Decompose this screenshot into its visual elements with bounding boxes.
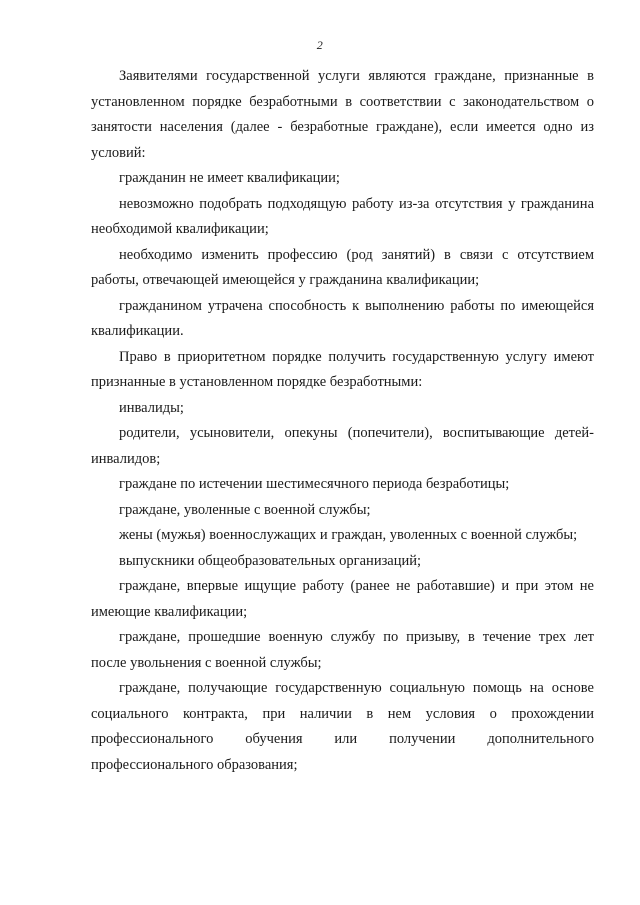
- list-item-parents: родители, усыновители, опекуны (попечители), воспитывающие детей-инвалидов;: [91, 425, 594, 467]
- page-number: 2: [316, 38, 324, 52]
- list-item-first-time-seekers: граждане, впервые ищущие работу (ранее не работавшие) и при этом не имеющие квалификации;: [91, 578, 594, 620]
- paragraph-applicants: Заявителями государственной услуги являются граждане, признанные в установленном порядке безработными в соответствии с законодательством о занятости населения (далее - безработные граждане), если имеется одно из условий:: [91, 68, 594, 161]
- paragraph-lost-ability: гражданином утрачена способность к выполнению работы по имеющейся квалификации.: [91, 297, 594, 339]
- paragraph-no-qualification: гражданин не имеет квалификации;: [119, 170, 340, 186]
- list-item-disabled: инвалиды;: [119, 399, 184, 416]
- paragraph-priority-right: Право в приоритетном порядке получить государственную услугу имеют признанные в установленном порядке безработными:: [91, 348, 594, 390]
- list-item-spouses: жены (мужья) военнослужащих и граждан, уволенных с военной службы;: [119, 527, 578, 543]
- paragraph-no-suitable-work: невозможно подобрать подходящую работу из-за отсутствия у гражданина необходимой квалификации;: [91, 195, 594, 237]
- list-item-six-months: граждане по истечении шестимесячного периода безработицы;: [119, 476, 510, 492]
- list-item-military-discharged: граждане, уволенные с военной службы;: [119, 501, 371, 518]
- list-item-conscripts: граждане, прошедшие военную службу по призыву, в течение трех лет после увольнения с военной службы;: [91, 629, 594, 671]
- list-item-graduates: выпускники общеобразовательных организаций;: [119, 552, 422, 569]
- list-item-social-contract: граждане, получающие государственную социальную помощь на основе социального контракта, при наличии в нем условия о прохождении профессионального обучения или получении дополнительного профессионального образования;: [91, 680, 594, 773]
- document-body: [91, 64, 594, 778]
- paragraph-change-profession: необходимо изменить профессию (род занятий) в связи с отсутствием работы, отвечающей имеющейся у гражданина квалификации;: [91, 246, 594, 288]
